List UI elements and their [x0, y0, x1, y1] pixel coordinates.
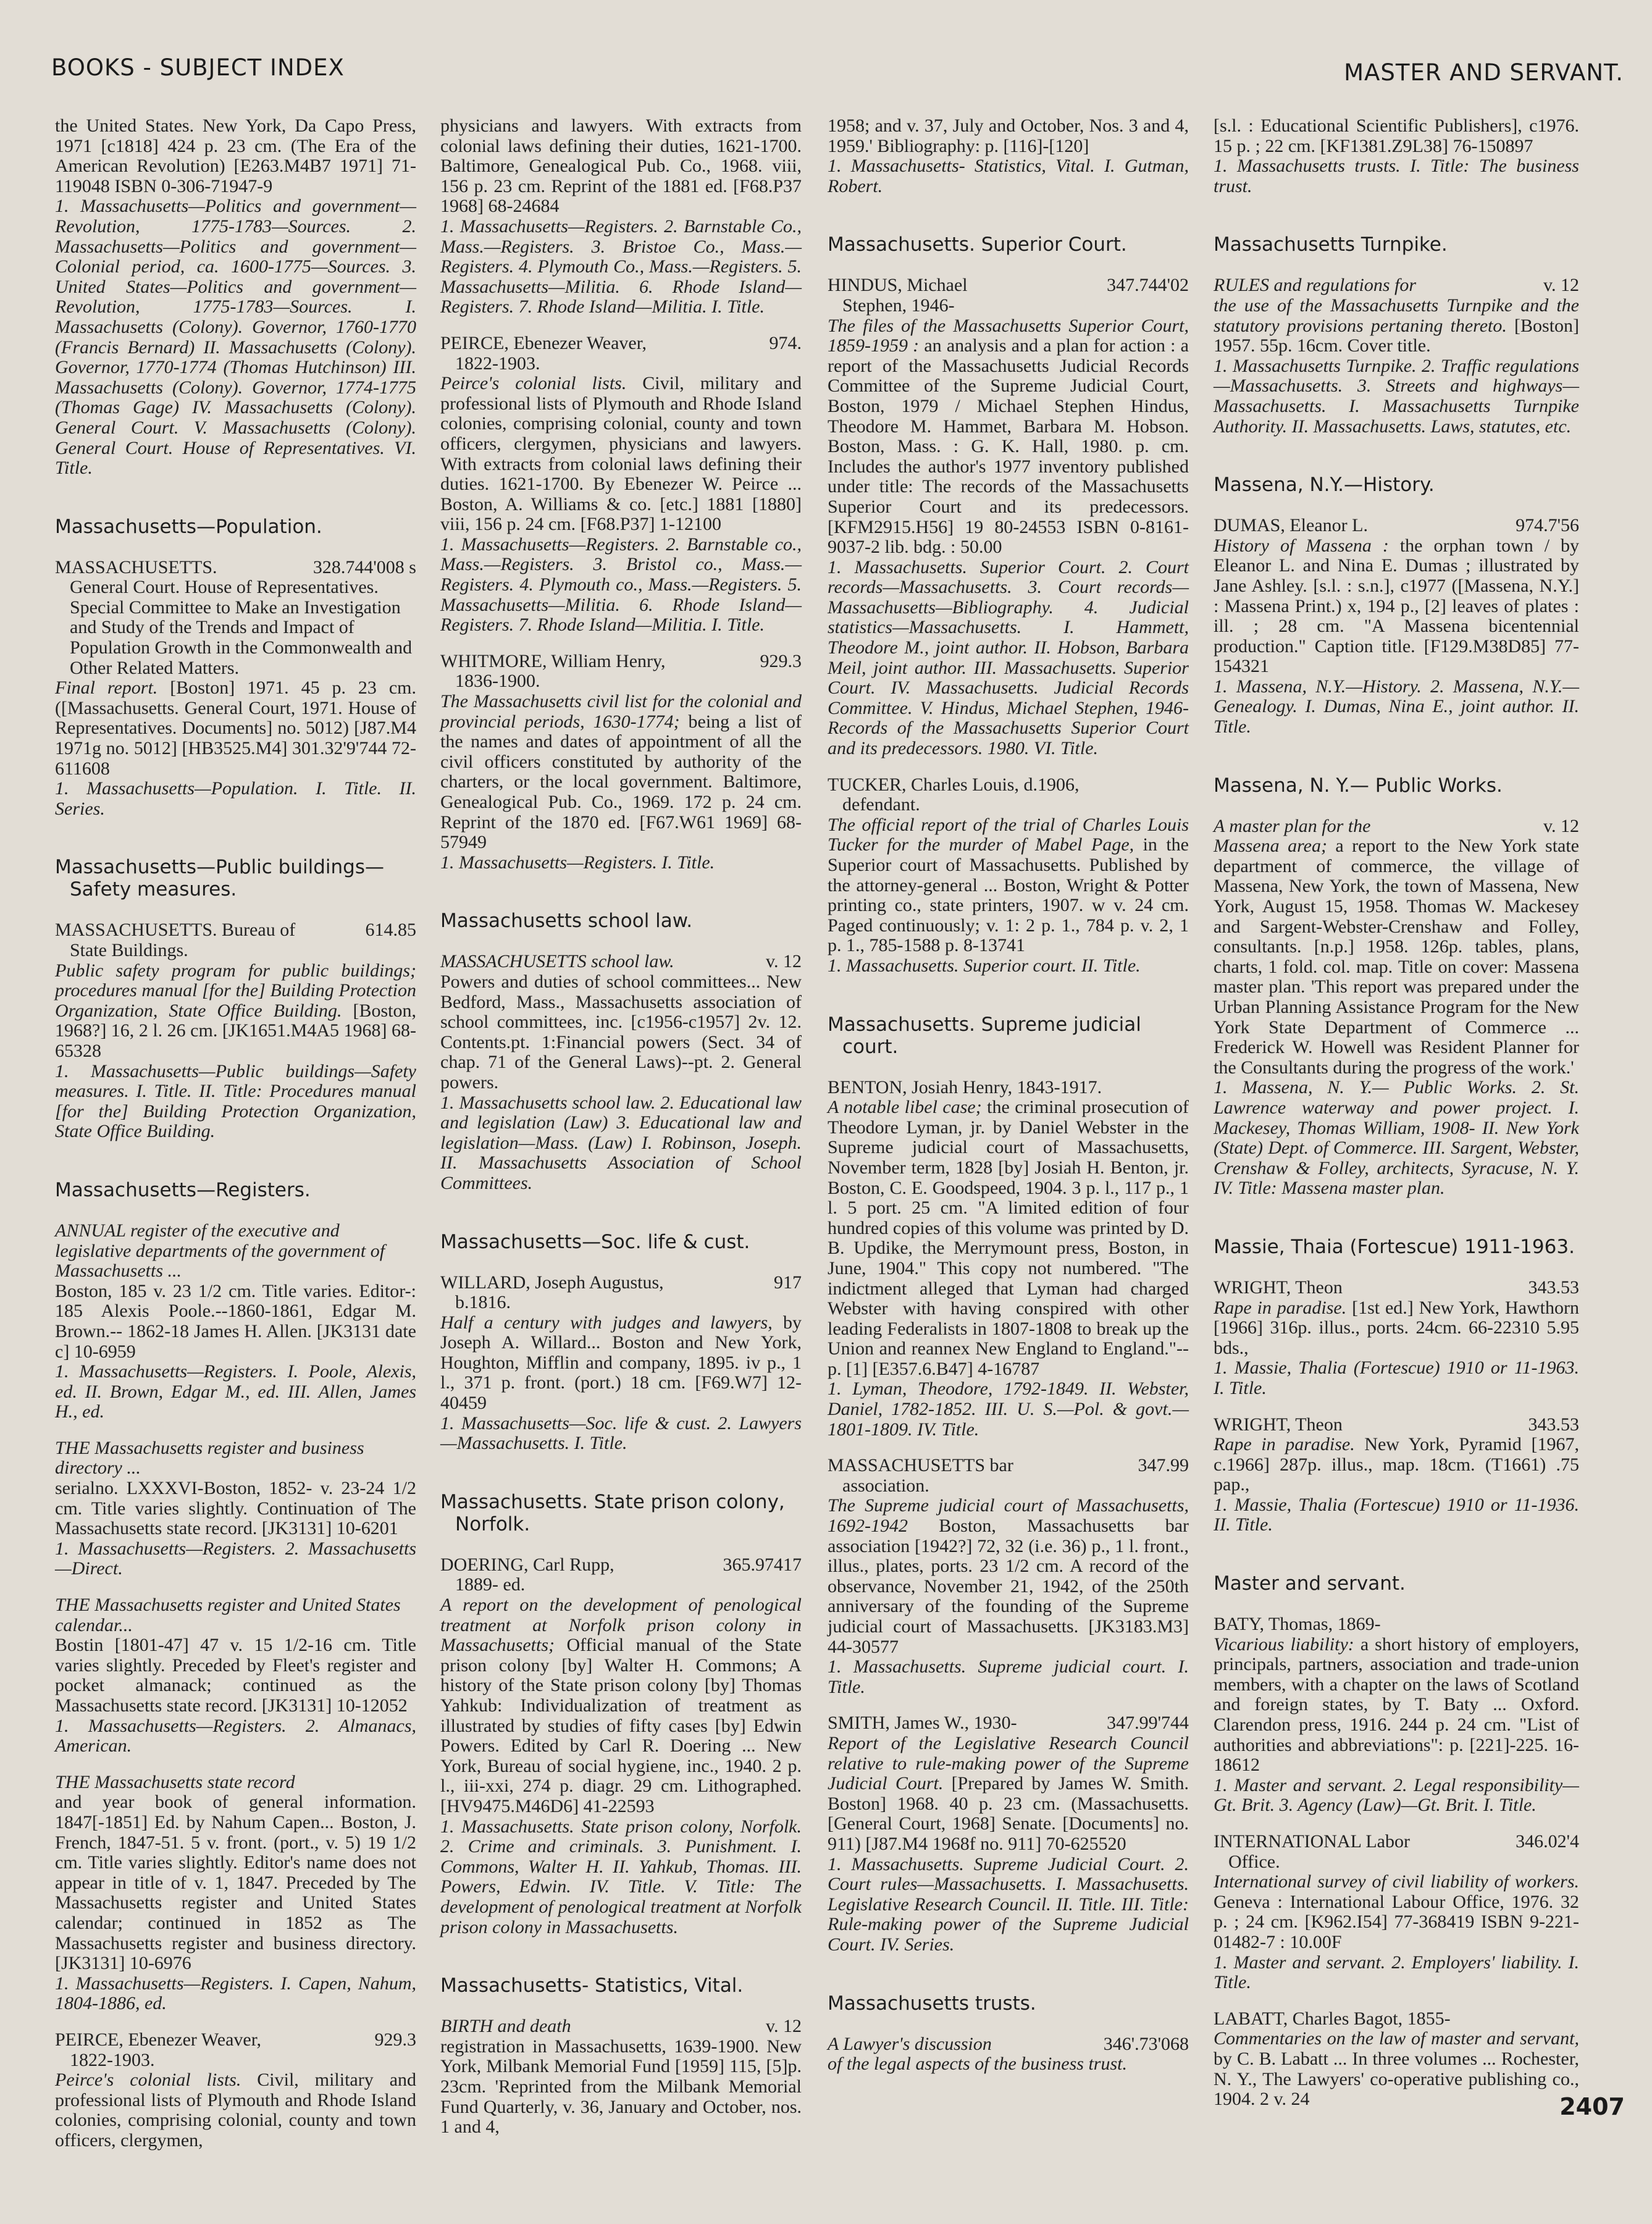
entry-main-line [55, 558, 416, 578]
entry-call-number: v. 12 [765, 951, 802, 972]
entry-description [1214, 1635, 1579, 1776]
entry-call-number: 614.85 [365, 920, 416, 941]
entry-main-line [828, 275, 1189, 296]
entry-author: PEIRCE, Ebenezer Weaver, [55, 2029, 262, 2050]
entry-tracings: 1. Massachusetts—Registers. 2. Barnstable co., Mass.—Registers. 3. Bristol co., Mass.—Registers. 4. Plymouth co., Mass.—Registers. 5. Massachusetts—Militia. 6. Rhode Island—Registers. 7. Rhode Island—Militia. I. Title. [440, 534, 802, 636]
entry-call-number: 346'.73'068 [1103, 2033, 1189, 2054]
entry-description [828, 1734, 1189, 1855]
entry-body: Geneva : International Labour Office, 1976. 32 p. ; 24 cm. [K962.I54] 77-368419 ISBN 9-221-01482-7 : 10.00F [1214, 1891, 1579, 1952]
catalog-entry [1214, 1832, 1579, 1993]
entry-title: MASSACHUSETTS school law. [440, 951, 674, 972]
entry-main-line [440, 952, 802, 972]
entry-title: The Massachusetts civil list for the colonial and provincial periods, 1630-1774; [440, 691, 802, 732]
catalog-entry [55, 1595, 416, 1756]
entry-description [1214, 536, 1579, 677]
subject-heading: Massachusetts—Registers. [55, 1178, 311, 1201]
entry-main-line [1214, 1614, 1579, 1635]
entry-author-continued: association. [842, 1475, 929, 1496]
entry-title: Commentaries on the law of master and servant, [1214, 2028, 1579, 2049]
entry-author: BENTON, Josiah Henry, 1843-1917. [828, 1076, 1102, 1097]
entry-title: Rape in paradise. [1214, 1434, 1355, 1455]
entry-call-number: 347.99 [1138, 1455, 1189, 1476]
entry-description [1214, 1872, 1579, 1952]
entry-main-line [828, 2034, 1189, 2055]
entry-title: Report of the Legislative Research Council relative to rule-making power of the Supreme Judicial Court. [828, 1732, 1189, 1794]
entry-body: an analysis and a plan for action : a report of the Massachusetts Judicial Records Committee of the Supreme Judicial Court, Boston, 1979 / Michael Stephen Hindus, Theodore M. Hammet, Barbara M. Hobson. Boston, Mass. : G. K. Hall, 1980. p. cm. Includes the author's 1977 inventory published under title: The records of the Massachusetts Superior Court and its predecessors. [KFM2915.H56] 19 80-24553 ISBN 0-8161-9037-2 lib. bdg. : 50.00 [828, 335, 1189, 558]
entry-main-line [440, 1555, 802, 1576]
entry-description [55, 2070, 416, 2151]
entry-body: Civil, military and professional lists of Plymouth and Rhode Island colonies, comprising colonial, county and town officers, clergymen, physicians and lawyers. With extracts from colonial laws defining their duties. 1621-1700. By Ebenezer W. Peirce ... Boston, A. Williams & co. [etc.] 1881 [1880] viii, 156 p. 24 cm. [F68.P37] 1-12100 [440, 373, 802, 535]
subject-heading: Massena, N. Y.— Public Works. [1214, 774, 1503, 797]
entry-main-line [828, 1456, 1189, 1476]
entry-tracings: 1. Massachusetts. Superior court. II. Title. [828, 955, 1141, 976]
column-4 [1214, 116, 1579, 2126]
entry-call-number: 343.53 [1528, 1277, 1579, 1298]
catalog-entry [55, 558, 416, 820]
continued-tracings: 1. Massachusetts trusts. I. Title: The business trust. [1214, 156, 1579, 196]
entry-title: A Lawyer's discussion [828, 2033, 992, 2054]
subject-heading: Massachusetts. Superior Court. [828, 233, 1127, 256]
entry-body: and year book of general information. 1847[-1851] Ed. by Nahum Capen... Boston, J. French, 1847-51. 5 v. front. (port., v. 5) 19 1/2 cm. Title varies slightly. Editor's name does not appear in title of v. 1, 1847. Preceded by The Massachusetts register and United States calendar; continued in 1852 as The Massachusetts register and business directory. [JK3131] 10-6976 [55, 1792, 416, 1974]
entry-call-number: v. 12 [1543, 815, 1579, 836]
continued-entry [828, 116, 1189, 196]
entry-call-number: 347.744'02 [1107, 275, 1189, 296]
entry-call-number: 974. [769, 332, 802, 353]
entry-body: [Boston, 1968?] 16, 2 l. 26 cm. [JK1651.M4A5 1968] 68-65328 [55, 1000, 417, 1061]
entry-title: The Supreme judicial court of Massachusetts, 1692-1942 [828, 1495, 1189, 1537]
subject-heading: Massie, Thaia (Fortescue) 1911-1963. [1214, 1235, 1575, 1258]
subject-heading: Massachusetts—Population. [55, 515, 322, 538]
catalog-entry [828, 1078, 1189, 1440]
entry-title: THE Massachusetts state record [55, 1771, 295, 1792]
catalog-entry [1214, 2009, 1579, 2110]
entry-author-continued: 1822-1903. [70, 2049, 155, 2070]
subject-heading: Massachusetts school law. [440, 910, 693, 933]
entry-tracings: of the legal aspects of the business trust. [828, 2054, 1127, 2075]
entry-author-continued: State Buildings. [70, 940, 188, 960]
entry-author: DOERING, Carl Rupp, [440, 1554, 614, 1575]
entry-tracings: 1. Master and servant. 2. Employers' liability. I. Title. [1214, 1952, 1579, 1993]
entry-author: WRIGHT, Theon [1214, 1414, 1343, 1435]
entry-call-number: 929.3 [374, 2029, 416, 2050]
catalog-entry [55, 920, 416, 1142]
entry-body: a short history of employers, principals, partners, association and trade-union members, with a chapter on the laws of Scotland and foreign states, by T. Baty ... Oxford. Clarendon press, 1916. 244 p. 24 cm. "List of authorities and abbreviations": p. [221]-225. 16-18612 [1214, 1634, 1580, 1776]
entry-author-continued: Office. [1228, 1851, 1280, 1872]
entry-author-continued: 1822-1903. [455, 353, 540, 374]
entry-description [55, 1792, 416, 1973]
entry-main-line [1214, 1415, 1579, 1435]
entry-author: DUMAS, Eleanor L. [1214, 515, 1368, 536]
entry-tracings: 1. Massachusetts—Public buildings—Safety measures. I. Title. II. Title: Procedures manual [for the] Building Protection Organization, State Office Building. [55, 1060, 416, 1142]
entry-title-continued: Massena area; [1214, 836, 1327, 857]
entry-main-line [440, 1273, 802, 1293]
entry-body: by Joseph A. Willard... Boston and New York, Houghton, Mifflin and company, 1895. iv p., 1 l., 371 p. front. (port.) 18 cm. [F69.W7] 12-40459 [440, 1312, 802, 1414]
entry-main-line [828, 775, 1189, 795]
entry-author-continued: Stephen, 1946- [842, 295, 955, 316]
entry-body: the orphan town / by Eleanor L. and Nina E. Dumas ; illustrated by Jane Ashley. [s.l. : s.n.], c1977 ([Massena, N.Y.] : Massena Print.) x, 194 p., [2] leaves of plates : ill. ; 28 cm. "A Massena bicentennial production." Caption title. [F129.M38D85] 77-154321 [1214, 535, 1579, 677]
catalog-entry [828, 2034, 1189, 2075]
entry-tracings: 1. Massie, Thalia (Fortescue) 1910 or 11-1936. II. Title. [1214, 1494, 1579, 1535]
entry-author: LABATT, Charles Bagot, 1855- [1214, 2008, 1451, 2029]
continued-text: 1958; and v. 37, July and October, Nos. 3 and 4, 1959.' Bibliography: p. [116]-[120] [828, 115, 1189, 156]
entry-call-number: 346.02'4 [1516, 1831, 1579, 1852]
entry-description [440, 1313, 802, 1414]
entry-title: THE Massachusetts register and business directory ... [55, 1437, 364, 1479]
entry-author-continued: defendant. [842, 794, 920, 815]
page-number: 2407 [1559, 2093, 1625, 2120]
entry-title: History of Massena : [1214, 535, 1389, 556]
entry-tracings: 1. Massachusetts—Registers. 2. Massachusetts—Direct. [55, 1538, 416, 1579]
entry-title: The files of the Massachusetts Superior Court, 1859-1959 : [828, 315, 1189, 356]
continued-text: [s.l. : Educational Scientific Publishers], c1976. 15 p. ; 22 cm. [KF1381.Z9L38] 76-150897 [1214, 115, 1579, 156]
entry-author: WHITMORE, William Henry, [440, 650, 666, 671]
entry-body: Bostin [1801-47] 47 v. 15 1/2-16 cm. Title varies slightly. Preceded by Fleet's register and pocket almanack; continued as the Massachusetts state record. [JK3131] 10-12052 [55, 1635, 416, 1716]
subject-heading: Massachusetts—Public buildings—Safety measures. [55, 856, 384, 901]
entry-body: Boston, Massachusetts bar association [1942?] 72, 32 (i.e. 36) p., 1 l. front., illus., plates, ports. 23 1/2 cm. A record of the observance, November 21, 1942, of the 250th anniversary of the founding of the Supreme judicial court of Massachusetts. [JK3183.M3] 44-30577 [828, 1516, 1189, 1657]
entry-tracings: 1. Massachusetts—Registers. I. Poole, Alexis, ed. II. Brown, Edgar M., ed. III. Allen, James H., ed. [55, 1361, 416, 1422]
entry-body: being a list of the names and dates of appointment of all the civil officers constituted by authority of the charters, or the local government. Baltimore, Genealogical Pub. Co., 1969. 172 p. 24 cm. Reprint of the 1870 ed. [F67.W61 1969] 68-57949 [440, 711, 802, 853]
entry-description [55, 1282, 416, 1362]
entry-description [1214, 296, 1579, 356]
catalog-entry [1214, 816, 1579, 1199]
entry-author: WILLARD, Joseph Augustus, [440, 1272, 664, 1293]
entry-title: A report on the development of penological treatment at Norfolk prison colony in Massachusetts; [440, 1595, 802, 1656]
entry-author: MASSACHUSETTS. Bureau of [55, 920, 296, 941]
entry-title: Rape in paradise. [1214, 1297, 1347, 1318]
continued-tracings: 1. Massachusetts—Politics and government—Revolution, 1775-1783—Sources. 2. Massachusetts—Politics and government—Colonial period, ca. 1600-1775—Sources. 3. United States—Politics and government—Revolution, 1775-1783—Sources. I. Massachusetts (Colony). Governor, 1760-1770 (Francis Bernard) II. Massachusetts (Colony). Governor, 1770-1774 (Thomas Hutchinson) III. Massachusetts (Colony). Governor, 1774-1775 (Thomas Gage) IV. Massachusetts (Colony). General Court. V. Massachusetts (Colony). General Court. House of Representatives. VI. Title. [55, 196, 416, 479]
entry-body: [Boston] 1957. 55p. 16cm. Cover title. [1214, 315, 1580, 356]
entry-author-continued: General Court. House of Representatives. Special Committee to Make an Investigation and Study of the Trends and Impact of Population Growth in the Commonwealth and Other Related Matters. [70, 577, 413, 678]
entry-body: Civil, military and professional lists of Plymouth and Rhode Island colonies, comprising colonial, county and town officers, clergymen, [55, 2070, 417, 2151]
entry-title-continued: the use of the Massachusetts Turnpike and the statutory provisions pertaning thereto. [1214, 295, 1579, 336]
column-1 [55, 116, 416, 2167]
entry-author-continued: 1889- ed. [455, 1574, 526, 1595]
running-head-right: MASTER AND SERVANT. [1344, 59, 1624, 86]
entry-author-continued: b.1816. [455, 1292, 511, 1313]
entry-call-number: 328.744'008 s [312, 556, 416, 577]
running-head-left: BOOKS - SUBJECT INDEX [51, 54, 345, 81]
entry-main-line [1214, 275, 1579, 296]
continued-tracings: 1. Massachusetts—Registers. 2. Barnstable Co., Mass.—Registers. 3. Bristoe Co., Mass.—Registers. 4. Plymouth Co., Mass.—Registers. 5. Massachusetts—Militia. 6. Rhode Island—Registers. 7. Rhode Island—Militia. I. Title. [440, 216, 802, 317]
entry-call-number: v. 12 [765, 2016, 802, 2037]
entry-body: in the Superior court of Massachusetts. Published by the attorney-general ... Boston, Wright & Potter printing co., state printers, 1907. w v. 24 cm. Paged continuously; v. 1: 2 p. 1., 784 p. v. 2, 1 p. 1., 785-1588 p. 8-13741 [828, 834, 1189, 956]
entry-description [440, 2037, 802, 2138]
entry-call-number: v. 12 [1543, 275, 1579, 296]
catalog-entry [55, 1221, 416, 1422]
entry-description [55, 961, 416, 1062]
subject-heading: Massachusetts. State prison colony, Norfolk. [440, 1490, 785, 1535]
entry-description [828, 1097, 1189, 1379]
entry-main-line [440, 652, 802, 672]
entry-author: MASSACHUSETTS bar [828, 1455, 1013, 1476]
subject-heading: Massachusetts Turnpike. [1214, 233, 1448, 256]
column-3 [828, 116, 1189, 2091]
entry-title: A notable libel case; [828, 1097, 982, 1118]
entry-call-number: 347.99'744 [1107, 1713, 1189, 1734]
entry-tracings: 1. Massie, Thalia (Fortescue) 1910 or 11-1963. I. Title. [1214, 1357, 1579, 1398]
entry-author-continued: 1836-1900. [455, 671, 540, 692]
entry-description [1214, 1435, 1579, 1495]
entry-tracings: 1. Massachusetts. Supreme Judicial Court. 2. Court rules—Massachusetts. I. Massachusetts. Legislative Research Council. II. Title. III. Title: Rule-making power of the Supreme Judicial Court. IV. Series. [828, 1853, 1189, 1955]
entry-author: INTERNATIONAL Labor [1214, 1831, 1410, 1852]
subject-heading: Massachusetts- Statistics, Vital. [440, 1974, 744, 1997]
continued-entry [440, 116, 802, 317]
entry-main-line [1214, 516, 1579, 536]
subject-heading: Massachusetts. Supreme judicial court. [828, 1013, 1141, 1058]
entry-title: Vicarious liability: [1214, 1634, 1354, 1655]
entry-main-line [440, 2016, 802, 2037]
catalog-entry [1214, 516, 1579, 737]
entry-main-line [1214, 2009, 1579, 2029]
entry-description [55, 1635, 416, 1716]
entry-main-line [55, 1438, 416, 1479]
entry-description [55, 1479, 416, 1539]
continued-tracings: 1. Massachusetts- Statistics, Vital. I. Gutman, Robert. [828, 156, 1189, 196]
entry-body: Boston, 185 v. 23 1/2 cm. Title varies. Editor-: 185 Alexis Poole.--1860-1861, Edgar M. Brown.-- 1862-18 James H. Allen. [JK3131 date c] 10-6959 [55, 1280, 416, 1362]
entry-tracings: 1. Massena, N. Y.— Public Works. 2. St. Lawrence waterway and power project. I. Mackesey, Thomas William, 1908- II. New York (State) Dept. of Commerce. III. Sargent, Webster, Crenshaw & Folley, architects, Syracuse, N. Y. IV. Title: Massena master plan. [1214, 1077, 1579, 1199]
entry-author: MASSACHUSETTS. [55, 556, 217, 577]
entry-tracings: 1. Massena, N.Y.—History. 2. Massena, N.Y.—Genealogy. I. Dumas, Nina E., joint author. II. Title. [1214, 676, 1579, 737]
entry-main-line [55, 1595, 416, 1635]
entry-title: RULES and regulations for [1214, 275, 1417, 296]
entry-author: WRIGHT, Theon [1214, 1277, 1343, 1298]
catalog-entry [55, 2030, 416, 2151]
entry-body: [Boston] 1971. 45 p. 23 cm. ([Massachusetts. General Court, 1971. House of Representatives. Documents] no. 5012) [J87.M4 1971g no. 5012] [HB3525.M4] 301.32'9'744 72-611608 [55, 678, 416, 779]
entry-main-line [55, 920, 416, 941]
entry-body: serialno. LXXXVI-Boston, 1852- v. 23-24 1/2 cm. Title varies slightly. Continuation of The Massachusetts state record. [JK3131] 10-6201 [55, 1478, 416, 1539]
entry-call-number: 974.7'56 [1516, 515, 1579, 536]
catalog-entry [1214, 275, 1579, 437]
continued-entry [1214, 116, 1579, 196]
catalog-entry [440, 952, 802, 1193]
catalog-entry [440, 1273, 802, 1454]
entry-main-line [440, 334, 802, 354]
entry-tracings: 1. Massachusetts school law. 2. Educational law and legislation (Law) 3. Educational law and legislation—Mass. (Law) I. Robinson, Joseph. II. Massachusetts Association of School Committees. [440, 1092, 802, 1193]
entry-main-line [55, 1221, 416, 1282]
catalog-entry [55, 1438, 416, 1579]
entry-tracings: 1. Massachusetts. Superior Court. 2. Court records—Massachusetts. 3. Court records—Massachusetts—Bibliography. 4. Judicial statistics—Massachusetts. I. Hammett, Theodore M., joint author. II. Hobson, Barbara Meil, joint author. III. Massachusetts. Superior Court. IV. Massachusetts. Judicial Records Committee. V. Hindus, Michael Stephen, 1946- Records of the Massachusetts Superior Court and its predecessors. 1980. VI. Title. [828, 556, 1189, 759]
entry-tracings: 1. Massachusetts—Population. I. Title. II. Series. [55, 778, 416, 819]
entry-tracings: 1. Massachusetts—Soc. life & cust. 2. Lawyers—Massachusetts. I. Title. [440, 1412, 802, 1454]
catalog-entry [1214, 1614, 1579, 1816]
entry-title: Peirce's colonial lists. [55, 2070, 241, 2091]
entry-body: New York, Pyramid [1967, c.1966] 287p. illus., map. 18cm. (T1661) .75 pap., [1214, 1434, 1579, 1495]
continued-entry [55, 116, 416, 479]
entry-tracings: 1. Massachusetts—Registers. 2. Almanacs, American. [55, 1715, 416, 1756]
entry-description [440, 972, 802, 1093]
entry-title: Public safety program for public buildings; procedures manual [for the] Building Protection Organization, State Office Building. [55, 960, 416, 1021]
entry-body: by C. B. Labatt ... In three volumes ... Rochester, N. Y., The Lawyers' co-operative publishing co., 1904. 2 v. 24 [1214, 2048, 1579, 2110]
entry-body: [Prepared by James W. Smith. Boston] 1968. 40 p. 23 cm. (Massachusetts. [General Court, 1968] Senate. [Documents] no. 911) [J87.M4 1968f no. 911] 70-625520 [828, 1773, 1189, 1854]
entry-title: A master plan for the [1214, 815, 1371, 836]
entry-title: International survey of civil liability of workers. [1214, 1871, 1579, 1892]
entry-title: The official report of the trial of Charles Louis Tucker for the murder of Mabel Page, [828, 814, 1189, 855]
catalog-entry [440, 1555, 802, 1937]
subject-heading: Master and servant. [1214, 1572, 1406, 1595]
entry-call-number: 929.3 [760, 650, 802, 671]
entry-title: BIRTH and death [440, 2016, 571, 2037]
entry-author: PEIRCE, Ebenezer Weaver, [440, 332, 647, 353]
entry-description [1214, 1298, 1579, 1359]
entry-author: SMITH, James W., 1930- [828, 1713, 1017, 1734]
entry-main-line [828, 1713, 1189, 1734]
column-2 [440, 116, 802, 2154]
entry-tracings: 1. Massachusetts—Registers. I. Capen, Nahum, 1804-1886, ed. [55, 1973, 416, 2014]
entry-title: THE Massachusetts register and United States calendar... [55, 1595, 401, 1635]
catalog-entry [828, 1713, 1189, 1955]
subject-heading: Massachusetts trusts. [828, 1992, 1036, 2015]
entry-author: TUCKER, Charles Louis, d.1906, [828, 774, 1080, 795]
entry-tracings: 1. Massachusetts. State prison colony, Norfolk. 2. Crime and criminals. 3. Punishment. I. Commons, Walter H. II. Yahkub, Thomas. III. Powers, Edwin. IV. Title. V. Title: The development of penological treatment at Norfolk prison colony in Massachusetts. [440, 1816, 802, 1937]
entry-description [440, 692, 802, 853]
entry-body: registration in Massachusetts, 1639-1900. New York, Milbank Memorial Fund [1959] 115, [5]p. 23cm. 'Reprinted from the Milbank Memorial Fund Quarterly, v. 36, January and October, nos. 1 and 4, [440, 2036, 802, 2138]
entry-main-line [1214, 816, 1579, 837]
entry-description [828, 316, 1189, 558]
entry-title: ANNUAL register of the executive and legislative departments of the government of Massachusetts ... [55, 1220, 385, 1282]
entry-tracings: 1. Master and servant. 2. Legal responsibility—Gt. Brit. 3. Agency (Law)—Gt. Brit. I. Title. [1214, 1774, 1579, 1816]
continued-text: the United States. New York, Da Capo Press, 1971 [c1818] 424 p. 23 cm. (The Era of the American Revolution) [E263.M4B7 1971] 71-119048 ISBN 0-306-71947-9 [55, 115, 416, 196]
entry-tracings: 1. Massachusetts. Supreme judicial court. I. Title. [828, 1656, 1189, 1697]
entry-call-number: 917 [774, 1272, 802, 1293]
entry-author: BATY, Thomas, 1869- [1214, 1614, 1381, 1635]
entry-tracings: 1. Massachusetts Turnpike. 2. Traffic regulations—Massachusetts. 3. Streets and highways— Massachusetts. I. Massachusetts Turnpike Authority. II. Massachusetts. Laws, statutes, etc. [1214, 355, 1579, 437]
catalog-entry [828, 1456, 1189, 1697]
catalog-entry [440, 652, 802, 873]
entry-body: [1st ed.] New York, Hawthorn [1966] 316p. illus., ports. 24cm. 66-22310 5.95 bds., [1214, 1297, 1580, 1358]
entry-author: HINDUS, Michael [828, 275, 968, 296]
entry-main-line [55, 1773, 416, 1793]
entry-title: Final report. [55, 678, 158, 699]
entry-tracings: 1. Lyman, Theodore, 1792-1849. II. Webster, Daniel, 1782-1852. III. U. S.—Pol. & govt.—1801-1809. IV. Title. [828, 1378, 1189, 1440]
entry-description [828, 1496, 1189, 1657]
entry-description [440, 374, 802, 535]
entry-body: Official manual of the State prison colony [by] Walter H. Commons; A history of the State prison colony [by] Thomas Yahkub: Individualization of treatment as illustrated by studies of fifty cases [by] Edwin Powers. Edited by Carl R. Doering ... New York, Bureau of social hygiene, inc., 1940. 2 p. l., iii-xxi, 274 p. diagr. 29 cm. Lithographed. [HV9475.M46D6] 41-22593 [440, 1635, 802, 1816]
entry-description [1214, 836, 1579, 1078]
catalog-entry [828, 275, 1189, 758]
catalog-entry [1214, 1415, 1579, 1536]
entry-title: Half a century with judges and lawyers, [440, 1312, 773, 1333]
entry-body: the criminal prosecution of Theodore Lyman, jr. by Daniel Webster in the Supreme judicial court of Massachusetts, November term, 1828 [by] Josiah H. Benton, jr. Boston, C. E. Goodspeed, 1904. 3 p. l., 117 p., 1 l. 5 port. 25 cm. "A limited edition of four hundred copies of this volume was printed by D. B. Updike, the Merrymount press, Boston, in June, 1904." This copy not numbered. "The indictment alleged that Lyman had charged Webster with having conspired with other leading Federalists in 1807-1808 to break up the Union and reannex New England to England."--p. [1] [E357.6.B47] 4-16787 [828, 1097, 1189, 1379]
entry-main-line [55, 2030, 416, 2050]
entry-description [440, 1595, 802, 1817]
subject-heading: Massena, N.Y.—History. [1214, 474, 1435, 497]
catalog-entry [55, 1773, 416, 2014]
entry-body: Powers and duties of school committees... New Bedford, Mass., Massachusetts association of school committees, inc. [c1956-c1957] 2v. 12. Contents.pt. 1:Financial powers (Sect. 34 of chap. 71 of the General Laws)--pt. 2. General powers. [440, 971, 802, 1093]
entry-tracings: 1. Massachusetts—Registers. I. Title. [440, 852, 715, 873]
entry-description [1214, 2029, 1579, 2109]
continued-text: physicians and lawyers. With extracts from colonial laws defining their duties, 1621-1700. Baltimore, Genealogical Pub. Co., 1968. viii, 156 p. 23 cm. Reprint of the 1881 ed. [F68.P37 1968] 68-24684 [440, 115, 802, 217]
catalog-entry [1214, 1278, 1579, 1399]
catalog-entry [440, 2016, 802, 2138]
entry-body: a report to the New York state department of commerce, the village of Massena, New York, the town of Massena, New York, August 15, 1958. Thomas W. Mackesey and Sargent-Webster-Crenshaw and Folley, consultants. [n.p.] 1958. 126p. tables, plans, charts, 1 fold. col. map. Title on cover: Massena master plan. 'This report was prepared under the Urban Planning Assistance Program for the New York State Department of Commerce ... Frederick W. Howell was Resident Planner for the Consultants during the progress of the work.' [1214, 836, 1579, 1078]
subject-heading: Massachusetts—Soc. life & cust. [440, 1230, 750, 1253]
entry-title: Peirce's colonial lists. [440, 373, 627, 394]
catalog-entry [440, 334, 802, 636]
entry-description [828, 815, 1189, 956]
entry-main-line [1214, 1832, 1579, 1852]
entry-description [55, 678, 416, 779]
catalog-entry [828, 775, 1189, 976]
entry-call-number: 365.97417 [723, 1554, 802, 1575]
entry-main-line [1214, 1278, 1579, 1298]
entry-call-number: 343.53 [1528, 1414, 1579, 1435]
entry-main-line [828, 1078, 1189, 1098]
